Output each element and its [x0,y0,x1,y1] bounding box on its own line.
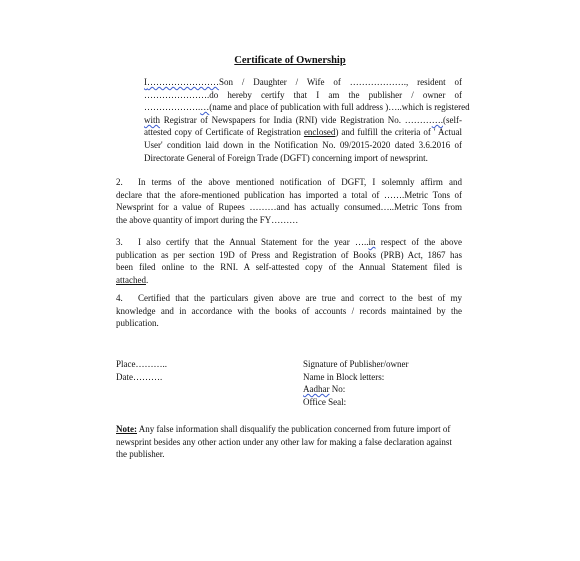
certificate-title: Certificate of Ownership [234,55,346,66]
p1-line: User' condition laid down in the Notification No. 09/2015-2020 dated 3.6.2016 of [144,139,462,150]
paragraph-number: 4. [116,293,123,303]
p2-line: declare that the afore-mentioned publication has imported a total of …….Metric Tons of [116,189,462,200]
p2-line: Newsprint for a value of Rupees ………and has actually consumed…..Metric Tons from [116,202,462,213]
aadhar-field: Aadhar No: [303,384,346,395]
p4-line: knowledge and in accordance with the books of accounts / records maintained by the [116,305,462,316]
office-seal-field: Office Seal: [303,396,347,407]
p4-line: publication. [116,318,159,329]
p1-line: ……………….…(name and place of publication with full address )…..which is registered [144,102,470,113]
paragraph-1 [116,76,470,164]
paragraph-2 [116,176,462,226]
p2-line: 2. In terms of the above mentioned notification of DGFT, I solemnly affirm and [116,177,462,187]
place-field: Place……….. [116,359,167,369]
p3-line: publication as per section 19D of Press and Registration of Books (PRB) Act, 1867 has [116,249,462,260]
p2-line: the above quantity of import during the FY……… [116,214,299,225]
paragraph-number: 3. [116,237,123,247]
paragraph-3 [116,236,462,286]
paragraph-number: 2. [116,177,123,187]
p3-line: 3. I also certify that the Annual Statement for the year …..in respect of the above [116,237,463,247]
signature-field: Signature of Publisher/owner [303,359,409,369]
signature-block [303,358,408,408]
p1-line: I……………………Son / Daughter / Wife of ………………., resident of [144,77,462,87]
place-date-block [116,358,167,383]
note-block [116,423,462,461]
p3-line: been filed online to the RNI. A self-attested copy of the Annual Statement filed is [116,262,462,273]
name-field: Name in Block letters: [303,371,385,382]
p4-line: 4. Certified that the particulars given above are true and correct to the best of my [116,293,462,303]
note-text: Any false information shall disqualify the publication concerned from future import of newsprint besides any other action under any other law for making a false declaration against the publisher. [116,424,452,460]
note-label: Note: [116,424,137,434]
p1-line: Directorate General of Foreign Trade (DGFT) concerning import of newsprint. [144,152,428,163]
date-field: Date………. [116,371,163,382]
p3-line: attached. [116,274,149,285]
p1-line: attested copy of Certificate of Registration enclosed) and fulfill the criteria of ' Actual [144,127,462,138]
paragraph-4 [116,292,462,330]
p1-line: ………………….do hereby certify that I am the publisher / owner of [144,89,462,100]
p1-line: with Registrar of Newspapers for India (RNI) vide Registration No. ………….(self- [144,114,462,125]
